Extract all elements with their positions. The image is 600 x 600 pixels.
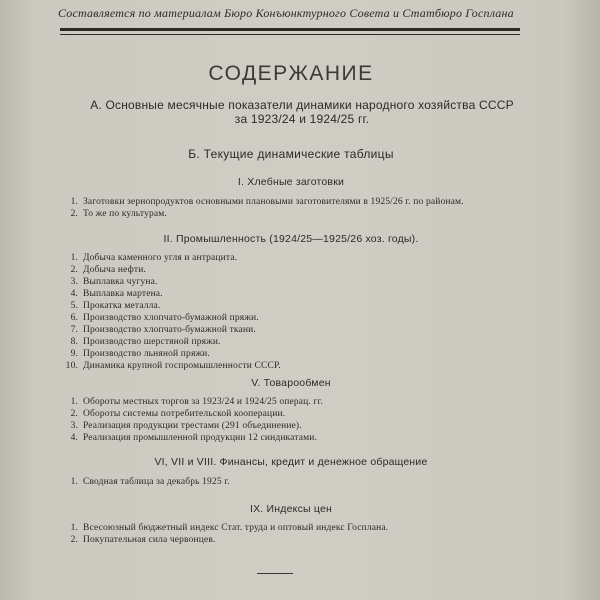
group-heading-finance: VI, VII и VIII. Финансы, кредит и денежное обращение <box>154 456 428 468</box>
section-a-line-2: за 1923/24 и 1924/25 гг. <box>234 112 370 126</box>
item-text: Производство шерстяной пряжи. <box>83 337 221 347</box>
header-rule-thin <box>60 34 520 35</box>
item-number: 1. <box>70 523 78 533</box>
item-text: Покупательная сила червонцев. <box>83 535 216 545</box>
item-number: 2. <box>70 209 78 219</box>
item-text: Производство хлопчато-бумажной пряжи. <box>83 313 259 323</box>
end-rule <box>257 573 293 574</box>
item-number: 4. <box>70 433 78 443</box>
item-text: Выплавка чугуна. <box>83 277 158 287</box>
item-number: 3. <box>70 277 78 287</box>
item-text: Прокатка металла. <box>83 301 161 311</box>
item-number: 1. <box>70 253 78 263</box>
item-number: 1. <box>70 477 78 487</box>
list-item <box>60 408 540 420</box>
page-title: СОДЕРЖАНИЕ <box>208 62 374 85</box>
group-list-finance <box>60 476 540 488</box>
list-item <box>60 252 540 264</box>
item-text: Реализация промышленной продукции 12 синдикатами. <box>83 433 318 443</box>
item-text: Добыча нефти. <box>83 265 146 275</box>
item-number: 5. <box>70 301 78 311</box>
list-item <box>60 196 540 208</box>
list-item <box>60 208 540 220</box>
item-text: Всесоюзный бюджетный индекс Стат. труда и оптовый индекс Госплана. <box>83 523 389 533</box>
item-text: То же по культурам. <box>83 209 167 219</box>
item-number: 9. <box>70 349 78 359</box>
list-item <box>60 324 540 336</box>
item-number: 2. <box>70 265 78 275</box>
item-number: 2. <box>70 409 78 419</box>
list-item <box>60 534 540 546</box>
section-a-line-1: А. Основные месячные показатели динамики народного хозяйства СССР <box>90 98 514 112</box>
item-number: 7. <box>70 325 78 335</box>
list-item <box>60 276 540 288</box>
item-text: Обороты местных торгов за 1923/24 и 1924/25 операц. гг. <box>83 397 323 407</box>
list-item <box>60 420 540 432</box>
list-item <box>60 312 540 324</box>
item-text: Заготовки зернопродуктов основными плановыми заготовителями в 1925/26 г. по районам. <box>83 197 464 207</box>
list-item <box>60 336 540 348</box>
item-number: 2. <box>70 535 78 545</box>
list-item <box>60 300 540 312</box>
list-item <box>60 360 540 372</box>
item-text: Производство хлопчато-бумажной ткани. <box>83 325 256 335</box>
item-number: 4. <box>70 289 78 299</box>
list-item <box>60 432 540 444</box>
header-note: Составляется по материалам Бюро Конъюнктурного Совета и Статбюро Госплана <box>58 6 514 20</box>
group-heading-grain: I. Хлебные заготовки <box>237 176 345 188</box>
group-list-grain <box>60 196 540 220</box>
item-text: Обороты системы потребительской кооперации. <box>83 409 286 419</box>
group-list-prices <box>60 522 540 546</box>
item-text: Производство льняной пряжи. <box>83 349 210 359</box>
item-text: Сводная таблица за декабрь 1925 г. <box>83 477 230 487</box>
section-a-heading <box>60 98 544 126</box>
group-heading-prices: IX. Индексы цен <box>249 503 333 515</box>
group-heading-industry: II. Промышленность (1924/25—1925/26 хоз. годы). <box>163 233 419 245</box>
list-item <box>60 476 540 488</box>
item-number: 6. <box>70 313 78 323</box>
group-heading-trade: V. Товарообмен <box>251 377 331 389</box>
list-item <box>60 396 540 408</box>
item-text: Выплавка мартена. <box>83 289 163 299</box>
group-list-industry <box>60 252 540 372</box>
item-number: 3. <box>70 421 78 431</box>
list-item <box>60 264 540 276</box>
list-item <box>60 522 540 534</box>
item-text: Реализация продукции трестами (291 объединение). <box>83 421 302 431</box>
group-list-trade <box>60 396 540 444</box>
header-rule-thick <box>60 28 520 31</box>
item-text: Добыча каменного угля и антрацита. <box>83 253 238 263</box>
list-item <box>60 348 540 360</box>
item-text: Динамика крупной госпромышленности СССР. <box>83 361 281 371</box>
item-number: 10. <box>65 361 78 371</box>
section-b-heading: Б. Текущие динамические таблицы <box>188 147 394 161</box>
item-number: 8. <box>70 337 78 347</box>
item-number: 1. <box>70 197 78 207</box>
list-item <box>60 288 540 300</box>
item-number: 1. <box>70 397 78 407</box>
